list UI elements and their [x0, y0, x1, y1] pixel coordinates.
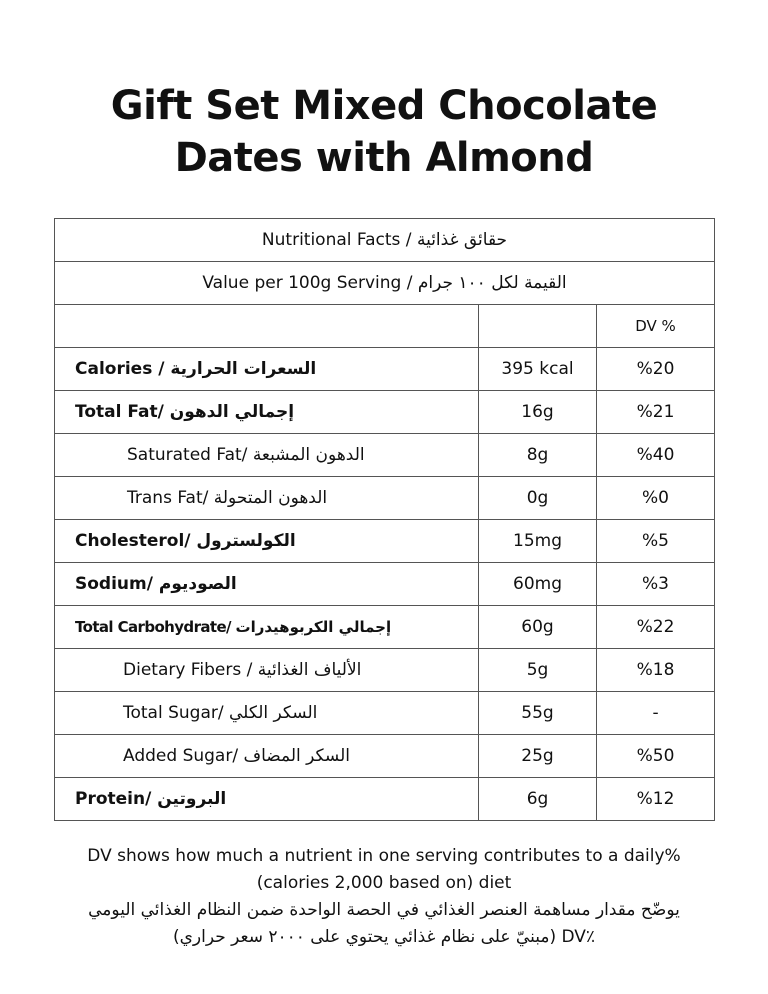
nutrient-dv: %0	[597, 477, 715, 520]
nutrient-value: 60mg	[479, 563, 597, 606]
nutrient-dv: %21	[597, 391, 715, 434]
table-row	[55, 692, 715, 735]
nutrient-name: Saturated Fat/ الدهون المشبعة	[55, 434, 479, 477]
empty-header-cell	[55, 305, 479, 348]
nutrient-value: 8g	[479, 434, 597, 477]
table-row	[55, 563, 715, 606]
table-row	[55, 778, 715, 821]
table-row	[55, 520, 715, 563]
serving-size-label: Value per 100g Serving / القيمة لكل ١٠٠ جرام	[55, 262, 715, 305]
nutrient-value: 15mg	[479, 520, 597, 563]
footnote-arabic-line-1: يوضّح مقدار مساهمة العنصر الغذائي في الحصة الواحدة ضمن النظام الغذائي اليومي	[88, 900, 680, 920]
nutrient-value: 55g	[479, 692, 597, 735]
nutrient-dv: %5	[597, 520, 715, 563]
nutrient-name: Dietary Fibers / الألياف الغذائية	[55, 649, 479, 692]
nutrient-dv: -	[597, 692, 715, 735]
nutrient-dv: %20	[597, 348, 715, 391]
table-row	[55, 477, 715, 520]
nutrient-value: 0g	[479, 477, 597, 520]
serving-row	[55, 262, 715, 305]
table-row	[55, 348, 715, 391]
nutrition-facts-table	[54, 218, 715, 821]
nutrient-name: Trans Fat/ الدهون المتحولة	[55, 477, 479, 520]
nutrient-name: Added Sugar/ السكر المضاف	[55, 735, 479, 778]
table-row	[55, 434, 715, 477]
nutrient-dv: %22	[597, 606, 715, 649]
nutrient-value: 5g	[479, 649, 597, 692]
dv-column-header: DV %	[597, 305, 715, 348]
nutrient-value: 16g	[479, 391, 597, 434]
footnote-english-line-2: (calories 2,000 based on) diet	[256, 873, 512, 893]
nutrient-value: 60g	[479, 606, 597, 649]
dv-footnote	[0, 843, 768, 951]
table-heading: Nutritional Facts / حقائق غذائية	[55, 219, 715, 262]
table-row	[55, 391, 715, 434]
footnote-arabic-line-2: (مبنيّ على نظام غذائي يحتوي على ٢٠٠٠ سعر حراري) DV٪	[172, 927, 596, 947]
footnote-english-line-1: DV shows how much a nutrient in one serving contributes to a daily%	[87, 846, 681, 866]
product-title	[0, 80, 768, 184]
column-header-row	[55, 305, 715, 348]
nutrient-dv: %50	[597, 735, 715, 778]
table-heading-row	[55, 219, 715, 262]
nutrient-name: Sodium/ الصوديوم	[55, 563, 479, 606]
nutrient-name: Total Sugar/ السكر الكلي	[55, 692, 479, 735]
table-row	[55, 606, 715, 649]
nutrient-dv: %40	[597, 434, 715, 477]
nutrient-dv: %12	[597, 778, 715, 821]
nutrient-name: Protein/ البروتين	[55, 778, 479, 821]
nutrient-name: Cholesterol/ الكولسترول	[55, 520, 479, 563]
nutrient-name: Total Fat/ إجمالي الدهون	[55, 391, 479, 434]
nutrient-dv: %3	[597, 563, 715, 606]
nutrient-value: 25g	[479, 735, 597, 778]
nutrient-value: 395 kcal	[479, 348, 597, 391]
product-title-line-1: Gift Set Mixed Chocolate	[110, 83, 658, 129]
nutrient-value: 6g	[479, 778, 597, 821]
nutrient-name: Total Carbohydrate/ إجمالي الكربوهيدرات	[55, 606, 479, 649]
product-title-line-2: Dates with Almond	[174, 135, 594, 181]
nutrient-dv: %18	[597, 649, 715, 692]
table-row	[55, 735, 715, 778]
nutrient-name: Calories / السعرات الحرارية	[55, 348, 479, 391]
table-row	[55, 649, 715, 692]
empty-header-cell	[479, 305, 597, 348]
